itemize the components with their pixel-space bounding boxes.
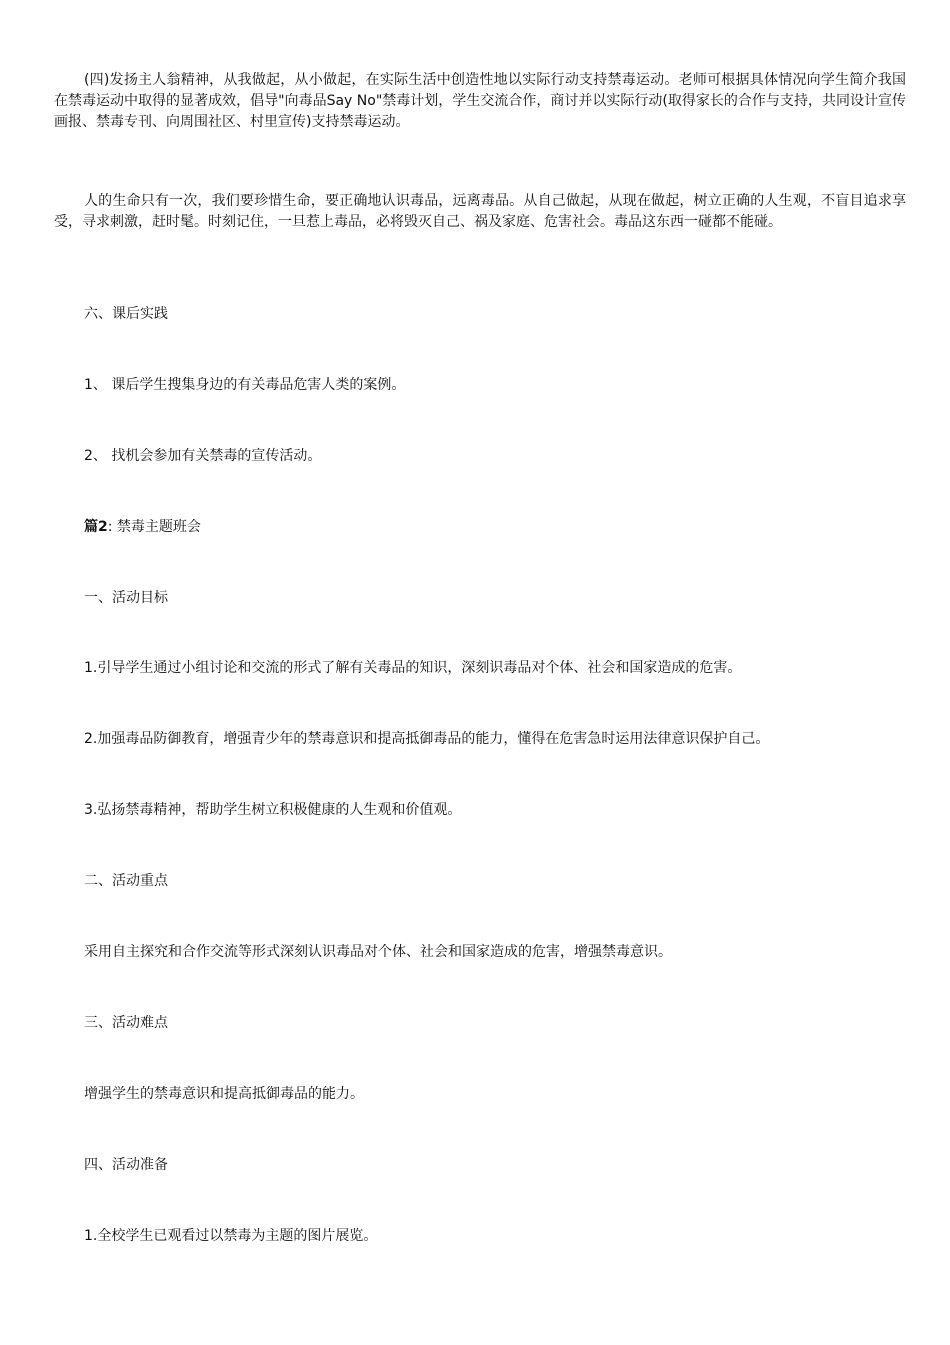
section-heading-preparation: 四、活动准备: [84, 1157, 168, 1173]
goal-item-2: 2.加强毒品防御教育，增强青少年的禁毒意识和提高抵御毒品的能力，懂得在危害急时运用法律意识保护自己。: [84, 731, 770, 747]
section-heading-goals: 一、活动目标: [84, 590, 168, 606]
practice-item-2: 2、 找机会参加有关禁毒的宣传活动。: [84, 448, 322, 464]
paragraph-cherish-life: 人的生命只有一次，我们要珍惜生命，要正确地认识毒品，远离毒品。从自己做起，从现在做起，树立正确的人生观，不盲目追求享受，寻求刺激，赶时髦。时刻记住，一旦惹上毒品，必将毁灭自己、祸及家庭、危害社会。毒品这东西一碰都不能碰。: [54, 193, 906, 230]
article-2-title: [84, 517, 904, 538]
practice-item-1: 1、 课后学生搜集身边的有关毒品危害人类的案例。: [84, 377, 406, 393]
preparation-item-1: 1.全校学生已观看过以禁毒为主题的图片展览。: [84, 1228, 378, 1244]
article-2-title-text: : 禁毒主题班会: [107, 519, 201, 535]
difficulty-text: 增强学生的禁毒意识和提高抵御毒品的能力。: [84, 1086, 364, 1102]
paragraph-promote-anti-drug: (四)发扬主人翁精神，从我做起，从小做起，在实际生活中创造性地以实际行动支持禁毒运动。老师可根据具体情况向学生简介我国在禁毒运动中取得的显著成效，倡导"向毒品Say No"禁毒计划，学生交流合作，商讨并以实际行动(取得家长的合作与支持，共同设计宣传画报、禁毒专刊、向周围社区、村里宣传)支持禁毒运动。: [54, 72, 906, 130]
goal-item-1: 1.引导学生通过小组讨论和交流的形式了解有关毒品的知识，深刻识毒品对个体、社会和国家造成的危害。: [84, 660, 742, 676]
section-heading-difficulty: 三、活动难点: [84, 1015, 168, 1031]
section-heading-after-class-practice: 六、课后实践: [84, 306, 168, 322]
goal-item-3: 3.弘扬禁毒精神，帮助学生树立积极健康的人生观和价值观。: [84, 802, 462, 818]
article-2-label: 篇2: [84, 519, 108, 535]
focus-text: 采用自主探究和合作交流等形式深刻认识毒品对个体、社会和国家造成的危害，增强禁毒意识。: [84, 944, 672, 960]
section-heading-focus: 二、活动重点: [84, 873, 168, 889]
